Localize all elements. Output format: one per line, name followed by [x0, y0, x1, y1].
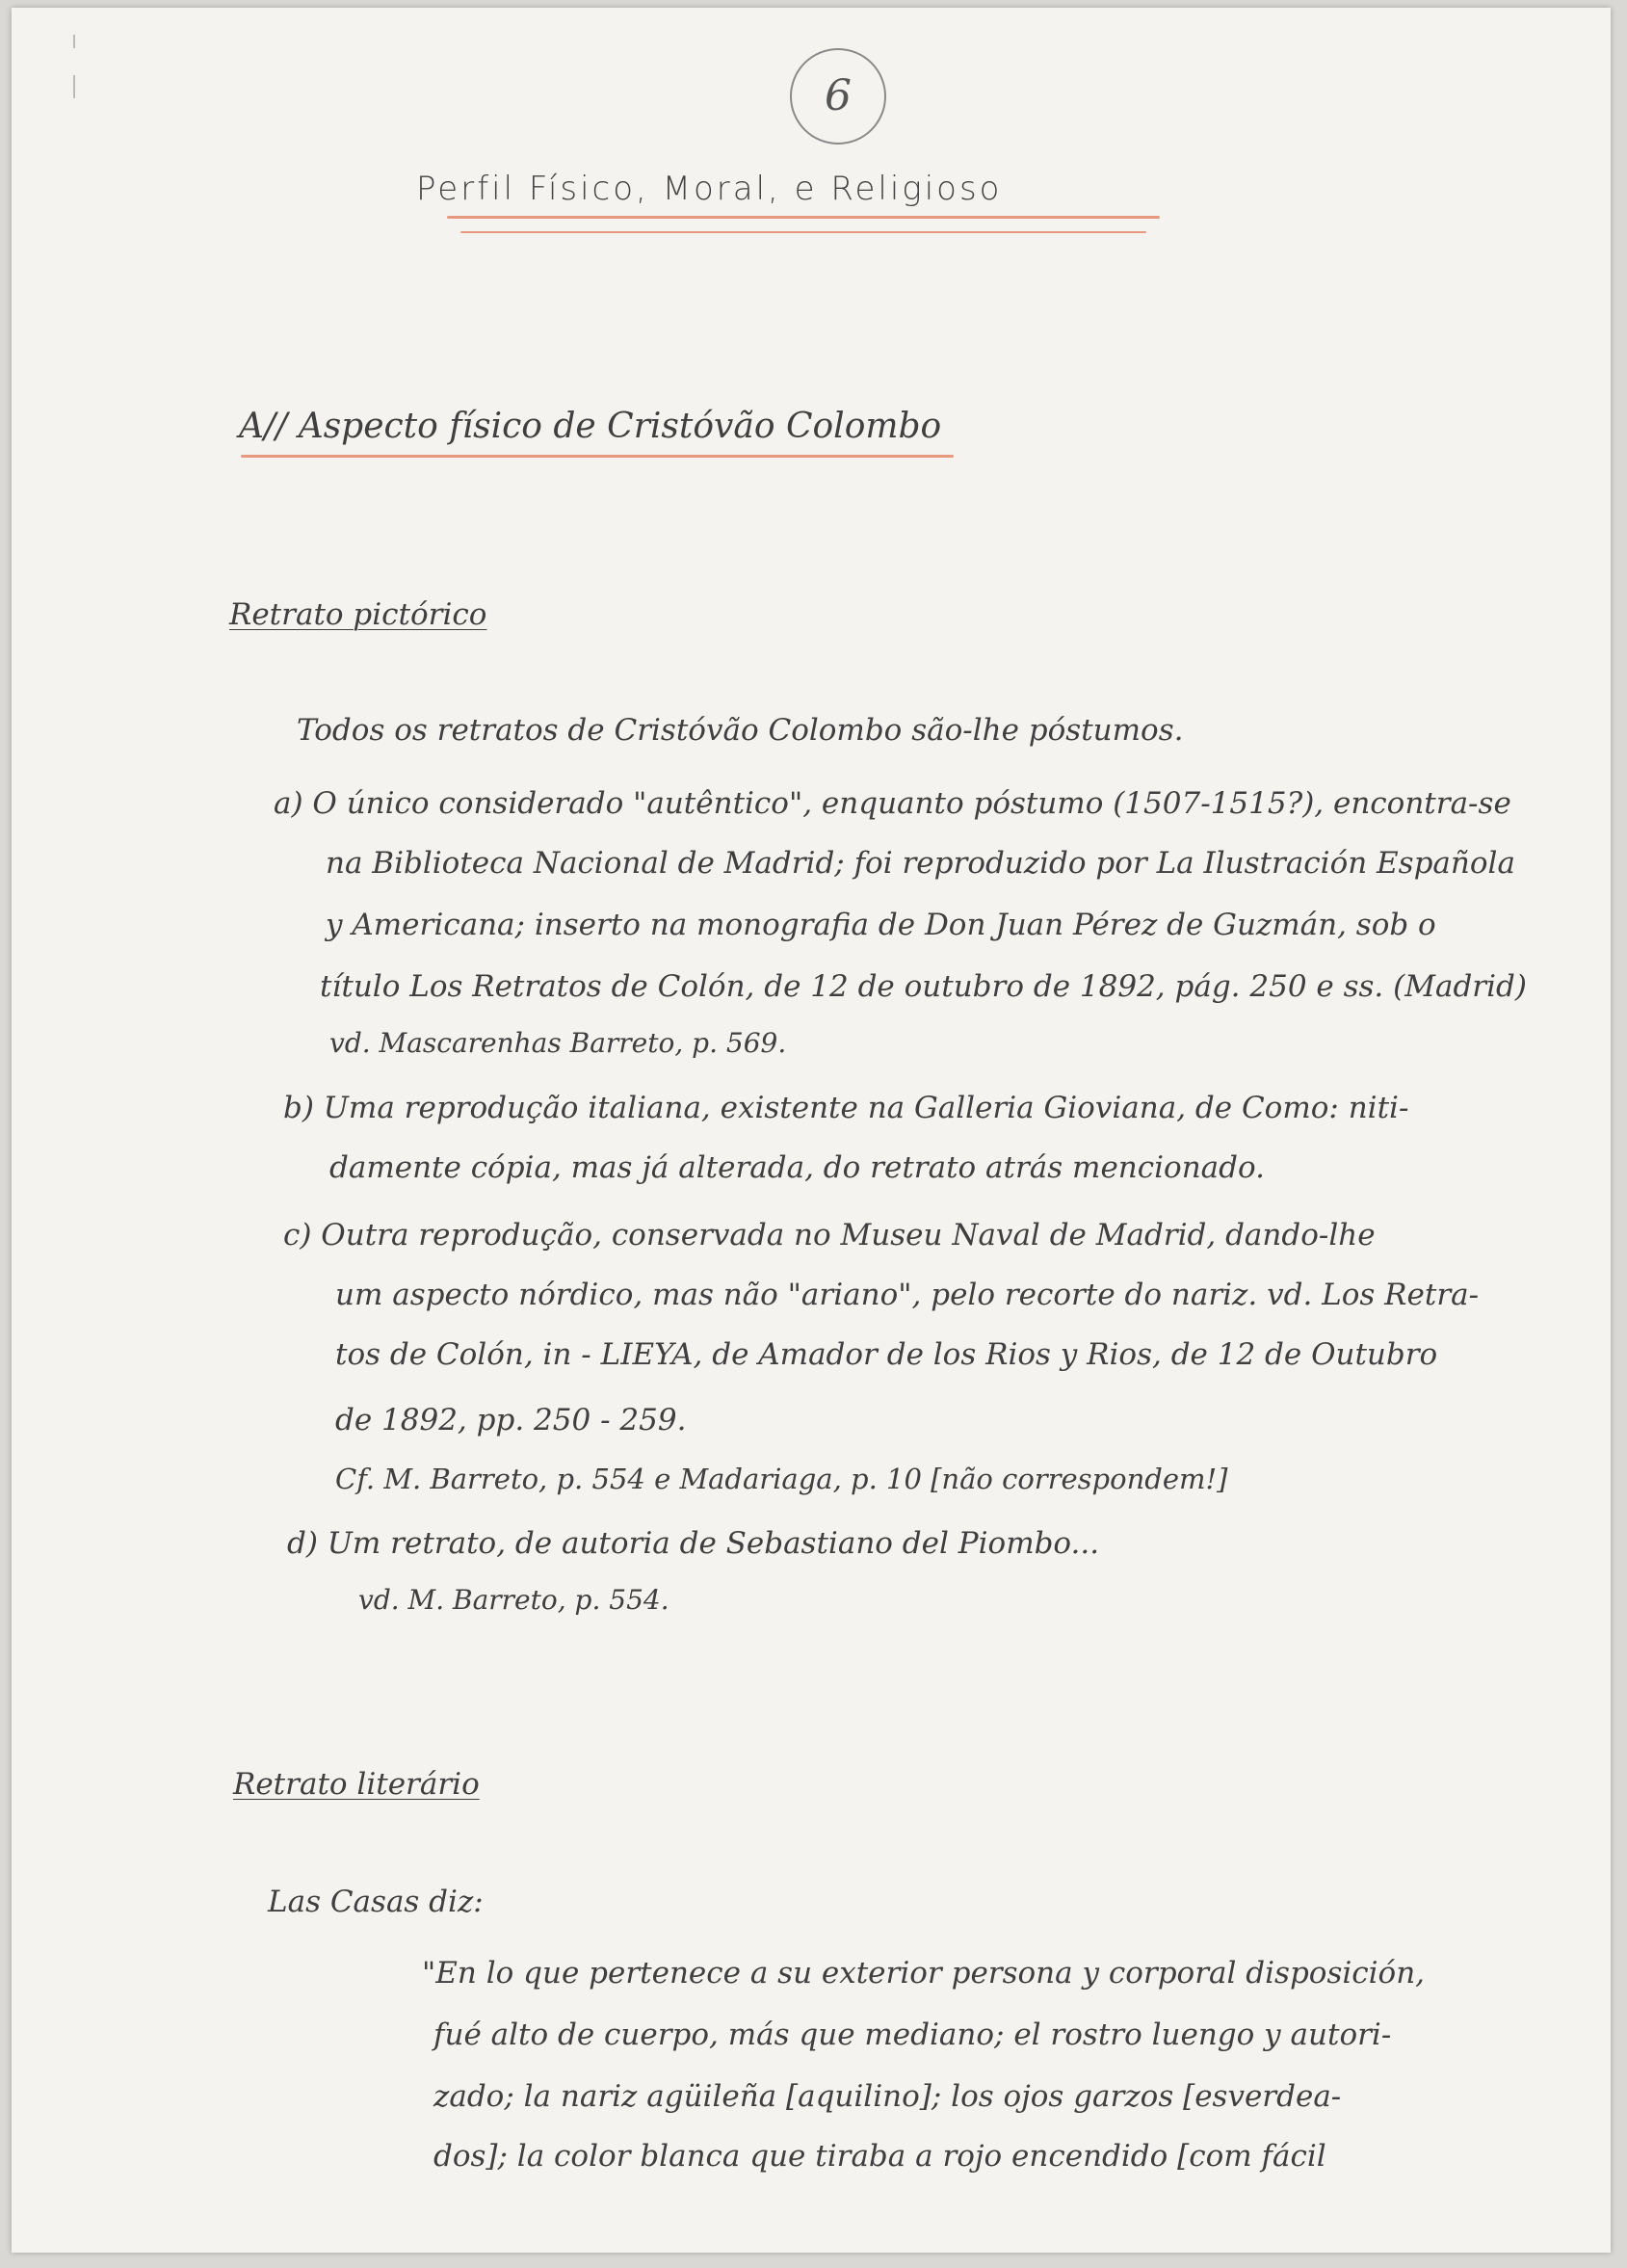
document-page: [12, 8, 1611, 2253]
margin-mark: [73, 75, 75, 98]
text-line: Cf. M. Barreto, p. 554 e Madariaga, p. 10 [não correspondem!]: [335, 1463, 1228, 1495]
text-line: b) Uma reprodução italiana, existente na Galleria Gioviana, de Como: niti-: [283, 1091, 1409, 1125]
section-heading-underline: [241, 455, 954, 458]
text-line: a) O único considerado "autêntico", enquanto póstumo (1507-1515?), encontra-se: [274, 786, 1511, 821]
text-line: um aspecto nórdico, mas não "ariano", pelo recorte do nariz. vd. Los Retra-: [335, 1278, 1480, 1312]
text-line: c) Outra reprodução, conservada no Museu Naval de Madrid, dando-lhe: [283, 1218, 1376, 1253]
text-line: d) Um retrato, de autoria de Sebastiano del Piombo...: [287, 1526, 1100, 1561]
section-heading: A// Aspecto físico de Cristóvão Colombo: [239, 407, 942, 446]
text-line: de 1892, pp. 250 - 259.: [335, 1403, 687, 1437]
text-line: dos]; la color blanca que tiraba a rojo encendido [com fácil: [433, 2139, 1326, 2174]
page-number: 6: [790, 48, 886, 145]
subheading-pictorial: Retrato pictórico: [229, 597, 487, 632]
subheading-literary: Retrato literário: [233, 1767, 480, 1802]
title-underline: [460, 231, 1146, 233]
text-line: "En lo que pertenece a su exterior persona y corporal disposición,: [422, 1956, 1426, 1991]
text-line: tos de Colón, in - LIEYA, de Amador de los Rios y Rios, de 12 de Outubro: [335, 1337, 1438, 1372]
text-line: na Biblioteca Nacional de Madrid; foi reproduzido por La Ilustración Española: [326, 846, 1515, 881]
text-line: título Los Retratos de Colón, de 12 de outubro de 1892, pág. 250 e ss. (Madrid): [320, 969, 1527, 1004]
text-line: fué alto de cuerpo, más que mediano; el rostro luengo y autori-: [433, 2017, 1392, 2052]
title-underline: [447, 216, 1160, 219]
intro-line: Todos os retratos de Cristóvão Colombo são-lhe póstumos.: [297, 713, 1184, 748]
page-title: Perfil Físico, Moral, e Religioso: [416, 170, 1003, 208]
text-line: zado; la nariz agüileña [aquilino]; los ojos garzos [esverdea-: [433, 2079, 1342, 2114]
text-line: vd. Mascarenhas Barreto, p. 569.: [329, 1027, 787, 1059]
text-line: y Americana; inserto na monografia de Don Juan Pérez de Guzmán, sob o: [326, 908, 1436, 942]
margin-mark: [73, 35, 75, 48]
text-line: vd. M. Barreto, p. 554.: [358, 1584, 669, 1616]
quote-intro: Las Casas diz:: [268, 1885, 484, 1919]
text-line: damente cópia, mas já alterada, do retrato atrás mencionado.: [329, 1150, 1265, 1185]
